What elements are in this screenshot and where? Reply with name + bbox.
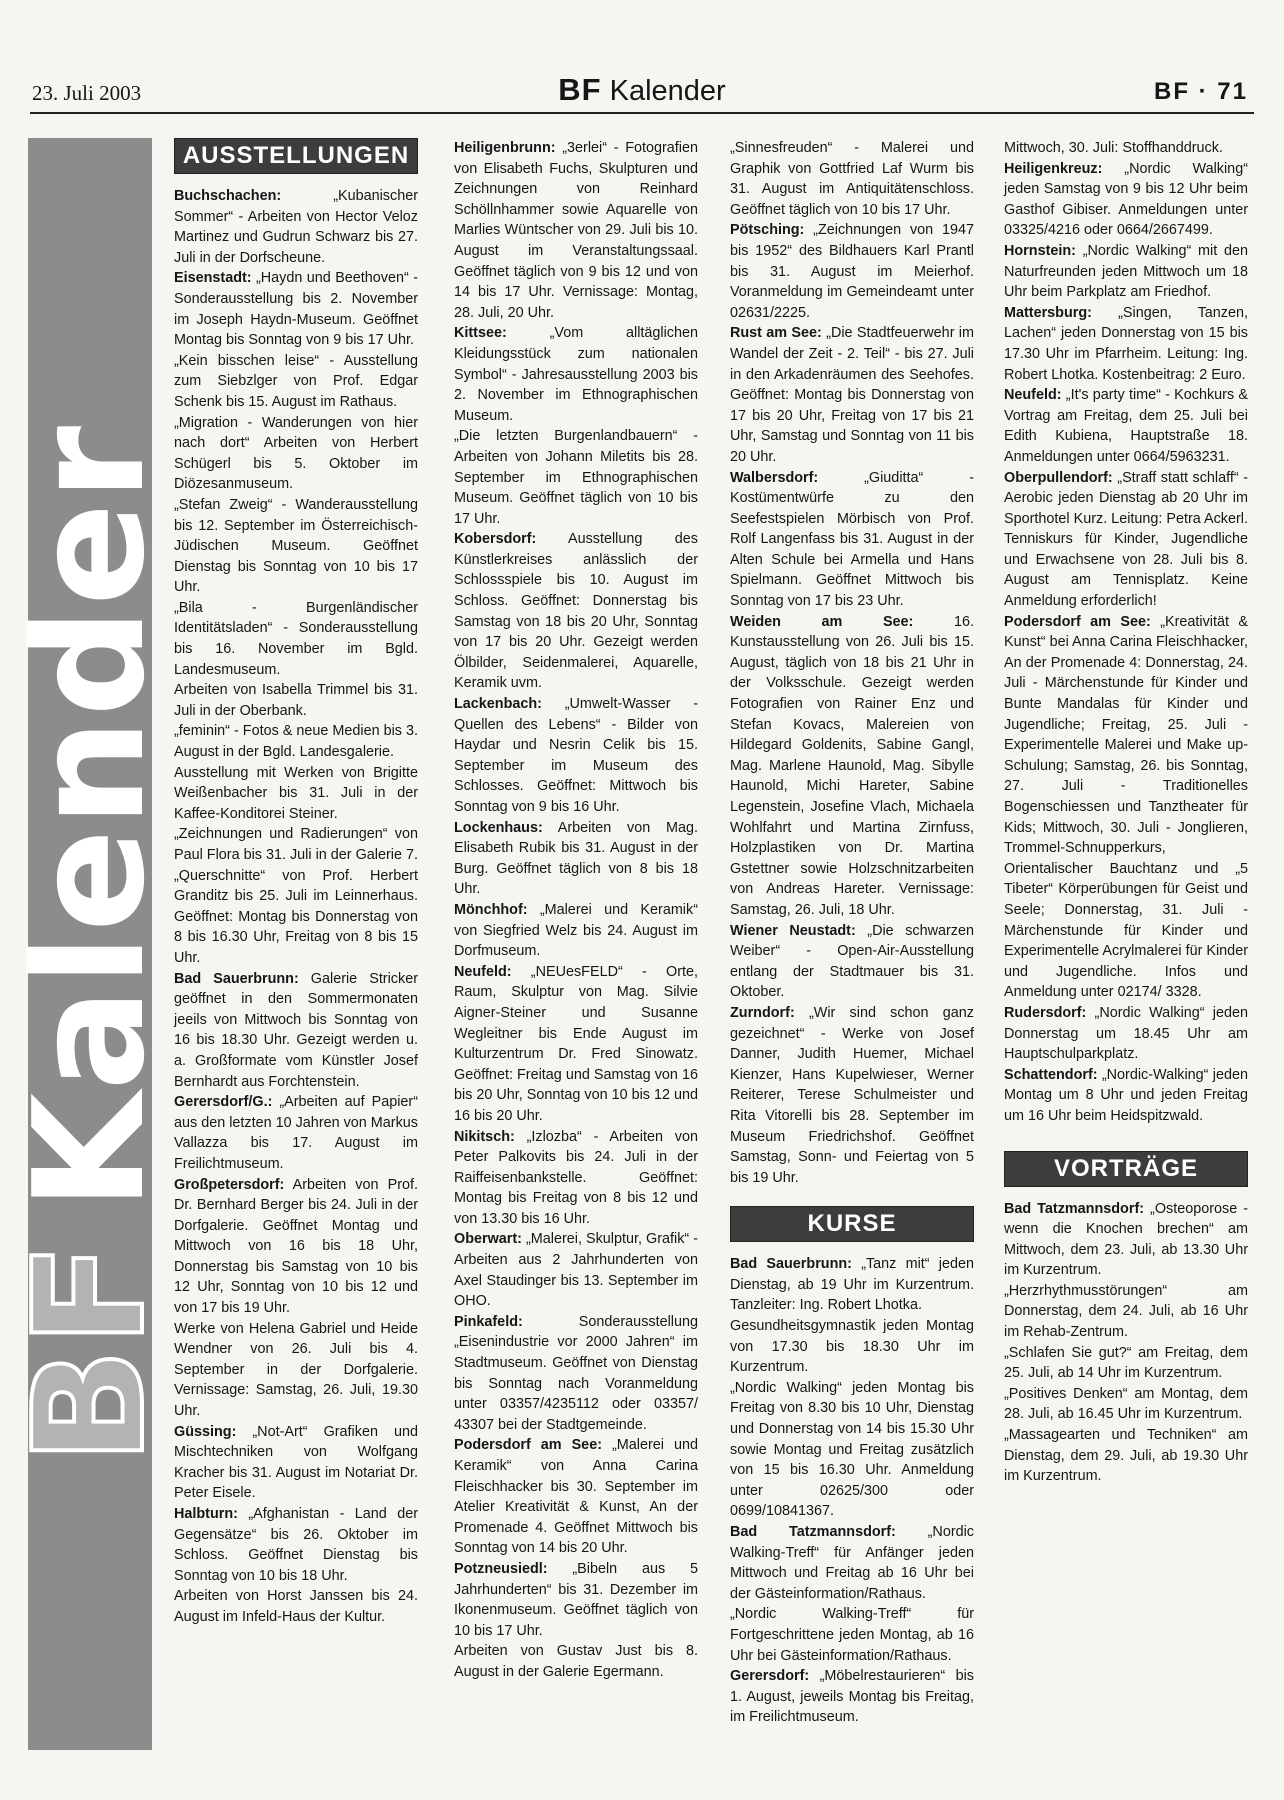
event-text: „3erlei“ - Fotografien von Elisabeth Fuchs, Skulpturen und Zeichnungen von Reinhard Schöllnhammer sowie Aquarelle von Marlies Wüntscher von 29. Juli bis 10. August im Veranstaltungssaal. Geöffnet täglich von 9 bis 12 und von 14 bis 17 Uhr. Vernissage: Montag, 28. Juli, 20 Uhr.: [454, 140, 698, 321]
page-header: [30, 68, 1254, 114]
event-text: „Kubanischer Sommer“ - Arbeiten von Hector Veloz Martinez und Gudrun Schwarz bis 27. Juli in der Dorfscheune.: [174, 188, 418, 266]
event-text: „Querschnitte“ von Prof. Herbert Granditz bis 25. Juli im Leinnerhaus. Geöffnet: Montag bis Donnerstag von 8 bis 16.30 Uhr, Freitag von 8 bis 15 Uhr.: [174, 867, 418, 966]
event-list-ausstellungen-2: [454, 138, 698, 1683]
event-entry: [730, 921, 974, 1003]
event-entry: [1004, 385, 1248, 467]
event-place: Mattersburg:: [1004, 304, 1092, 321]
event-place: Oberwart:: [454, 1231, 522, 1248]
event-entry: [730, 1254, 974, 1316]
event-entry: [730, 1003, 974, 1188]
event-text: „Bila - Burgenländischer Identitätsladen“ - Sonderausstellung bis 16. November im Bgld. Landesmuseum.: [174, 599, 418, 678]
event-place: Pinkafeld:: [454, 1313, 523, 1330]
event-text: „Zeichnungen von 1947 bis 1952“ des Bildhauers Karl Prantl bis 31. August im Meierhof. Voranmeldung im Gemeindeamt unter 02631/2225.: [730, 222, 974, 321]
event-text: „Izlozba“ - Arbeiten von Peter Palkovits bis 24. Juli in der Raiffeisenbankstelle. Geöffnet: Montag bis Freitag von 8 bis 12 und von 13.30 bis 16 Uhr.: [454, 1128, 698, 1227]
event-place: Neufeld:: [1004, 387, 1062, 404]
event-place: Lackenbach:: [454, 696, 542, 713]
event-entry: [1004, 159, 1248, 241]
event-text: „Nordic Walking-Treff“ für Anfänger jeden Mittwoch und Freitag ab 16 Uhr bei der Gästeinformation/Rathaus.: [730, 1524, 975, 1602]
event-entry: [1004, 1343, 1248, 1384]
event-place: Großpetersdorf:: [174, 1176, 285, 1193]
event-text: Sonderausstellung „Eisenindustrie vor 2000 Jahren“ im Stadtmuseum. Geöffnet von Dienstag bis Sonntag nach Voranmeldung unter 03357/4235112 oder 03357/ 43307 bei der Stadtgemeinde.: [454, 1313, 698, 1433]
event-entry: [730, 1316, 974, 1378]
event-text: „It's party time“ - Kochkurs & Vortrag am Freitag, dem 25. Juli bei Edith Kubiena, Hauptstraße 18. Anmeldungen unter 0664/5963231.: [1004, 387, 1248, 465]
event-text: „Nordic Walking“ jeden Samstag von 9 bis 12 Uhr beim Gasthof Gibiser. Anmeldungen unter 03325/4216 oder 0664/2667499.: [1004, 160, 1248, 239]
event-entry: [730, 138, 974, 220]
event-entry: [730, 612, 974, 921]
event-text: Arbeiten von Gustav Just bis 8. August in der Galerie Egermann.: [454, 1643, 698, 1680]
event-place: Weiden am See:: [730, 613, 914, 630]
event-entry: [454, 818, 698, 900]
event-text: „Nordic Walking“ jeden Donnerstag um 18.45 Uhr am Hauptschulparkplatz.: [1004, 1004, 1248, 1063]
event-entry: [1004, 1003, 1248, 1065]
event-entry: [174, 495, 418, 598]
event-text: Gesundheitsgymnastik jeden Montag von 17.30 bis 18.30 Uhr im Kurzentrum.: [730, 1318, 974, 1376]
event-place: Bad Tatzmannsdorf:: [1004, 1200, 1145, 1217]
event-entry: [174, 721, 418, 762]
event-text: „Nordic Walking“ jeden Montag bis Freitag von 8.30 bis 10 Uhr, Dienstag und Donnerstag von 14 bis 15.30 Uhr sowie Montag und Freitag zusätzlich von 15 bis 16.30 Uhr. Anmeldung unter 02625/300 oder 0699/10841367.: [730, 1379, 974, 1520]
event-text: Arbeiten von Isabella Trimmel bis 31. Juli in der Oberbank.: [174, 682, 418, 719]
event-place: Heiligenkreuz:: [1004, 160, 1103, 177]
event-place: Zurndorf:: [730, 1004, 795, 1021]
event-entry: [730, 220, 974, 323]
event-text: „Positives Denken“ am Montag, dem 28. Juli, ab 16.45 Uhr im Kurzentrum.: [1004, 1385, 1248, 1423]
event-entry: [174, 969, 418, 1093]
event-text: „Not-Art“ Grafiken und Mischtechniken von Wolfgang Kracher bis 31. August im Notariat Dr. Peter Eisele.: [174, 1423, 418, 1502]
event-entry: [174, 1586, 418, 1627]
event-text: „Die letzten Burgenlandbauern“ - Arbeiten von Johann Miletits bis 28. September im Ethnographischen Museum. Geöffnet täglich von 10 bis 17 Uhr.: [454, 428, 698, 527]
event-text: „Massagearten und Techniken“ am Dienstag, dem 29. Juli, ab 19.30 Uhr im Kurzentrum.: [1004, 1427, 1248, 1485]
event-text: „Kein bisschen leise“ - Ausstellung zum Siebzlger von Prof. Edgar Schenk bis 15. August im Rathaus.: [174, 352, 418, 410]
event-place: Bad Sauerbrunn:: [174, 970, 299, 987]
event-entry: [454, 1229, 698, 1311]
event-entry: [174, 598, 418, 680]
section-heading-ausstellungen: AUSSTELLUNGEN: [174, 138, 418, 174]
event-entry: [454, 529, 698, 694]
column-3: [730, 138, 974, 1728]
event-entry: [174, 680, 418, 721]
section-heading-vortraege: VORTRÄGE: [1004, 1151, 1248, 1187]
column-1: [174, 138, 418, 1628]
event-text: „Afghanistan - Land der Gegensätze“ bis 26. Oktober im Schloss. Geöffnet Dienstag bis Sonntag von 10 bis 18 Uhr.: [174, 1506, 418, 1584]
event-place: Wiener Neustadt:: [730, 922, 856, 939]
event-entry: [1004, 303, 1248, 385]
sidebar-word: Kalender: [1, 423, 178, 1211]
event-text: „Osteoporose - wenn die Knochen brechen“ am Mittwoch, dem 23. Juli, ab 13.30 Uhr im Kurzentrum.: [1004, 1200, 1249, 1279]
event-place: Potzneusiedl:: [454, 1560, 548, 1577]
event-place: Hornstein:: [1004, 242, 1076, 259]
event-entry: [174, 824, 418, 865]
section-heading-kurse: KURSE: [730, 1206, 974, 1242]
title-word: Kalender: [609, 75, 726, 107]
event-entry: [730, 1666, 974, 1728]
event-entry: [1004, 529, 1248, 611]
event-text: „Arbeiten auf Papier“ aus den letzten 10 Jahren von Markus Vallazza bis 17. August im Freilichtmuseum.: [174, 1094, 418, 1172]
event-entry: [174, 866, 418, 969]
event-place: Eisenstadt:: [174, 270, 252, 287]
event-entry: [1004, 1384, 1248, 1425]
event-list-kurse-2: [1004, 138, 1248, 1127]
event-text: Mittwoch, 30. Juli: Stoffhanddruck.: [1004, 140, 1223, 156]
event-entry: [174, 1422, 418, 1504]
event-place: Heiligenbrunn:: [454, 140, 556, 156]
event-text: „Zeichnungen und Radierungen“ von Paul Flora bis 31. Juli in der Galerie 7.: [174, 826, 418, 863]
event-entry: [1004, 612, 1248, 1003]
event-place: Kobersdorf:: [454, 531, 537, 548]
event-entry: [730, 1522, 974, 1604]
event-entry: [730, 1378, 974, 1522]
page-title: [30, 72, 1254, 108]
event-text: „Straff statt schlaff“ - Aerobic jeden Dienstag ab 20 Uhr im Sporthotel Kurz. Leitung: Petra Ackerl.: [1004, 469, 1248, 527]
event-entry: [730, 323, 974, 467]
event-text: „Haydn und Beethoven“ - Sonderausstellung bis 2. November im Joseph Haydn-Museum. Geöffnet Montag bis Sonntag von 9 bis 17 Uhr.: [174, 270, 418, 349]
event-entry: [454, 1127, 698, 1230]
event-entry: [174, 1092, 418, 1174]
event-text: „Kreativität & Kunst“ bei Anna Carina Fleischhacker, An der Promenade 4: Donnerstag, 24. Juli - Märchenstunde für Kinder und Bunte Mandalas für Kinder und Jugendliche; Freitag, 25. Juli - Experimentelle Malerei und Make up-Schulung; Samstag, 26. bis Sonntag, 27. Juli - Traditionelles Bogenschiessen und Tanztheater für Kids; Mittwoch, 30. Juli - Jonglieren, Trommel-Schnupperkurs, Orientalischer Bauchtanz und „5 Tibeter“ Körperübungen für Geist und Seele; Donnerstag, 31. Juli - Märchenstunde für Kinder und Experimentelle Acrylmalerei für Kinder und Jugendliche. Infos und Anmeldung unter 02174/ 3328.: [1004, 613, 1249, 1001]
event-list-kurse-1: [730, 1254, 974, 1728]
event-place: Buchschachen:: [174, 188, 282, 204]
event-text: „feminin“ - Fotos & neue Medien bis 3. August in der Bgld. Landesgalerie.: [174, 723, 418, 761]
event-text: „Nordic Walking-Treff“ für Fortgeschrittene jeden Montag, ab 16 Uhr bei Gästeinformation/Rathaus.: [730, 1606, 974, 1664]
event-text: „Giuditta“ - Kostümentwürfe zu den Seefestspielen Mörbisch von Prof. Rolf Langenfass bis 31. August in der Alten Schule bei Armella und Hans Spielmann. Geöffnet Mittwoch bis Sonntag von 17 bis 23 Uhr.: [730, 469, 974, 610]
event-text: „Tanz mit“ jeden Dienstag, ab 19 Uhr im Kurzentrum. Tanzleiter: Ing. Robert Lhotka.: [730, 1256, 975, 1314]
event-entry: [454, 323, 698, 426]
event-place: Podersdorf am See:: [1004, 613, 1151, 630]
event-entry: [174, 351, 418, 413]
event-text: Ausstellung mit Werken von Brigitte Weißenbacher bis 31. Juli in der Kaffee-Konditorei Steiner.: [174, 764, 418, 822]
event-place: Lockenhaus:: [454, 819, 543, 836]
event-entry: [454, 694, 698, 818]
event-entry: [454, 1559, 698, 1641]
event-text: „Schlafen Sie gut?“ am Freitag, dem 25. Juli, ab 14 Uhr im Kurzentrum.: [1004, 1344, 1248, 1382]
event-text: Arbeiten von Prof. Dr. Bernhard Berger bis 24. Juli in der Dorfgalerie. Geöffnet Montag und Mittwoch von 16 bis 18 Uhr, Donnerstag bis Samstag von 10 bis 12 Uhr, Sonntag von 10 bis 12 und von 17 bis 19 Uhr.: [174, 1176, 418, 1317]
event-place: Gerersdorf/G.:: [174, 1094, 273, 1111]
event-text: Arbeiten von Horst Janssen bis 24. August im Infeld-Haus der Kultur.: [174, 1588, 418, 1625]
event-entry: [454, 1641, 698, 1682]
event-text: „Wir sind schon ganz gezeichnet“ - Werke von Josef Danner, Judith Huemer, Michael Kienzer, Hans Kupelwieser, Werner Reiterer, Terese Schulmeister und Rita Vitorelli bis 28. September im Museum Friedrichshof. Geöffnet Samstag, Sonn- und Feiertag von 5 bis 19 Uhr.: [730, 1004, 974, 1186]
sidebar-bf-logo: BF: [1, 1240, 178, 1465]
event-text: „Vom alltäglichen Kleidungsstück zum nationalen Symbol“ - Jahresausstellung 2003 bis 2. November im Ethnographischen Museum.: [454, 325, 698, 424]
event-place: Nikitsch:: [454, 1128, 515, 1145]
event-entry: [1004, 241, 1248, 303]
event-place: Halbturn:: [174, 1506, 238, 1522]
event-place: Schattendorf:: [1004, 1066, 1098, 1083]
event-text: 16. Kunstausstellung von 26. Juli bis 15. August, täglich von 18 bis 21 Uhr in der Volksschule. Gezeigt werden Fotografien von Rainer Enz und Stefan Kovacs, Malereien von Hildegard Goldenits, Sabine Gangl, Mag. Marlene Haunold, Mag. Sibylle Haunold, Michi Hareter, Sabine Legenstein, Josefine Vlach, Michaela Wohlfahrt und Martina Zirnfuss, Holzplastiken von Dr. Martina Gstettner sowie Holzschnitzarbeiten von Andreas Hareter. Vernissage: Samstag, 26. Juli, 18 Uhr.: [730, 613, 974, 918]
event-text: „Umwelt-Wasser - Quellen des Lebens“ - Bilder von Haydar und Nesrin Celik bis 15. September im Museum des Schlosses. Geöffnet: Mittwoch bis Sonntag von 9 bis 16 Uhr.: [454, 696, 698, 815]
event-entry: [730, 468, 974, 612]
event-place: Pötsching:: [730, 222, 805, 239]
event-place: Kittsee:: [454, 325, 507, 342]
event-entry: [1004, 1281, 1248, 1343]
event-list-vortraege: [1004, 1199, 1248, 1487]
event-text: Ausstellung des Künstlerkreises anlässlich der Schlossspiele bis 10. August im Schloss. Geöffnet: Donnerstag bis Samstag von 18 bis 20 Uhr, Sonntag von 17 bis 20 Uhr. Gezeigt werden Ölbilder, Seidenmalerei, Aquarelle, Keramik uvm.: [454, 531, 698, 692]
event-entry: [454, 138, 698, 323]
event-entry: [1004, 1425, 1248, 1487]
event-place: Neufeld:: [454, 963, 512, 980]
event-text: „Singen, Tanzen, Lachen“ jeden Donnerstag von 15 bis 17.30 Uhr im Pfarrheim. Leitung: Ing. Robert Lhotka. Kostenbeitrag: 2 Euro.: [1004, 304, 1248, 383]
event-entry: [454, 900, 698, 962]
event-entry: [174, 1504, 418, 1586]
event-entry: [454, 962, 698, 1127]
event-entry: [1004, 468, 1248, 530]
event-text: „Malerei und Keramik“ von Siegfried Welz bis 24. August im Dorfmuseum.: [454, 901, 698, 960]
event-entry: [174, 268, 418, 350]
event-entry: [730, 1604, 974, 1666]
event-text: „Bibeln aus 5 Jahrhunderten“ bis 31. Dezember im Ikonenmuseum. Geöffnet täglich von 10 bis 17 Uhr.: [454, 1560, 698, 1639]
event-entry: [174, 413, 418, 495]
event-entry: [454, 426, 698, 529]
event-text: „NEUesFELD“ - Orte, Raum, Skulptur von Mag. Silvie Aigner-Steiner und Susanne Wegleitner bis Ende August im Kulturzentrum Dr. Fred Sinowatz. Geöffnet: Freitag und Samstag von 16 bis 20 Uhr, Sonntag von 10 bis 12 und 16 bis 20 Uhr.: [454, 963, 699, 1124]
event-place: Güssing:: [174, 1423, 237, 1440]
event-text: „Stefan Zweig“ - Wanderausstellung bis 12. September im Österreichisch-Jüdischen Museum. Geöffnet Dienstag bis Sonntag von 10 bis 17 Uhr.: [174, 496, 418, 596]
event-place: Rust am See:: [730, 325, 822, 342]
event-text: „Nordic-Walking“ jeden Montag um 8 Uhr und jeden Freitag um 16 Uhr beim Heidspitzwald.: [1004, 1066, 1248, 1124]
event-entry: [174, 186, 418, 268]
event-place: Bad Tatzmannsdorf:: [730, 1524, 896, 1540]
page-number: BF · 71: [1153, 78, 1248, 105]
title-bf-logo: BF: [558, 72, 602, 107]
event-text: „Herzrhythmusstörungen“ am Donnerstag, dem 24. Juli, ab 16 Uhr im Rehab-Zentrum.: [1004, 1282, 1248, 1341]
event-text: Arbeiten von Mag. Elisabeth Rubik bis 31. August in der Burg. Geöffnet täglich von 8 bis 18 Uhr.: [454, 819, 698, 898]
event-entry: [1004, 1065, 1248, 1127]
event-place: Rudersdorf:: [1004, 1004, 1087, 1021]
event-text: Galerie Stricker geöffnet in den Sommermonaten jeeils von Mittwoch bis Sonntag von 16 bis 18.30 Uhr. Gezeigt werden u. a. Großformate vom Künstler Josef Bernhardt aus Forchtenstein.: [174, 970, 418, 1090]
event-text: „Malerei, Skulptur, Grafik“ - Arbeiten aus 2 Jahrhunderten von Axel Staudinger bis 13. September im OHO.: [454, 1231, 698, 1310]
event-text: „Sinnesfreuden“ - Malerei und Graphik von Gottfried Laf Wurm bis 31. August im Antiquitätenschloss. Geöffnet täglich von 10 bis 17 Uhr.: [730, 140, 974, 218]
issue-date: 23. Juli 2003: [32, 81, 142, 105]
event-entry: [174, 1319, 418, 1422]
event-entry: [454, 1435, 698, 1559]
event-place: Gerersdorf:: [730, 1668, 810, 1685]
event-text: „Die schwarzen Weiber“ - Open-Air-Ausstellung entlang der Stadtmauer bis 31. Oktober.: [730, 922, 974, 1001]
event-list-ausstellungen-1: [174, 186, 418, 1628]
event-place: Podersdorf am See:: [454, 1437, 602, 1454]
sidebar-banner: [1, 138, 178, 1750]
event-text: „Nordic Walking“ mit den Naturfreunden jeden Mittwoch um 18 Uhr beim Parkplatz am Friedhof.: [1004, 242, 1248, 301]
event-text: „Die Stadtfeuerwehr im Wandel der Zeit - 2. Teil“ - bis 27. Juli in den Arkadenräumen des Seehofes. Geöffnet: Montag bis Donnerstag von 17 bis 20 Uhr, Freitag von 17 bis 21 Uhr, Samstag und Sonntag von 11 bis 20 Uhr.: [730, 325, 974, 465]
column-2: [454, 138, 698, 1683]
event-place: Bad Sauerbrunn:: [730, 1256, 852, 1273]
event-entry: [174, 1175, 418, 1319]
event-text: „Möbelrestaurieren“ bis 1. August, jeweils Montag bis Freitag, im Freilichtmuseum.: [730, 1668, 974, 1726]
sidebar-vertical-title: [1, 423, 178, 1465]
event-list-ausstellungen-3: [730, 138, 974, 1188]
event-place: Walbersdorf:: [730, 469, 819, 486]
event-text: „Migration - Wanderungen von hier nach dort“ Arbeiten von Herbert Schügerl bis 5. Oktober im Diözesanmuseum.: [174, 414, 418, 493]
event-place: Oberpullendorf:: [1004, 469, 1113, 486]
column-4: [1004, 138, 1248, 1487]
event-entry: [1004, 1199, 1248, 1281]
event-text: „Malerei und Keramik“ von Anna Carina Fleischhacker bis 30. September im Atelier Kreativität & Kunst, An der Promenade 4. Geöffnet Mittwoch bis Sonntag von 14 bis 20 Uhr.: [454, 1437, 698, 1557]
event-place: Mönchhof:: [454, 901, 528, 918]
event-entry: [1004, 138, 1248, 159]
event-text: Werke von Helena Gabriel und Heide Wendner von 26. Juli bis 4. September in der Dorfgalerie. Vernissage: Samstag, 26. Juli, 19.30 Uhr.: [174, 1320, 418, 1420]
event-entry: [174, 763, 418, 825]
event-entry: [454, 1312, 698, 1436]
event-text: Tenniskurs für Kinder, Jugendliche und Erwachsene von 28. Juli bis 8. August am Tennisplatz. Keine Anmeldung erforderlich!: [1004, 531, 1248, 610]
